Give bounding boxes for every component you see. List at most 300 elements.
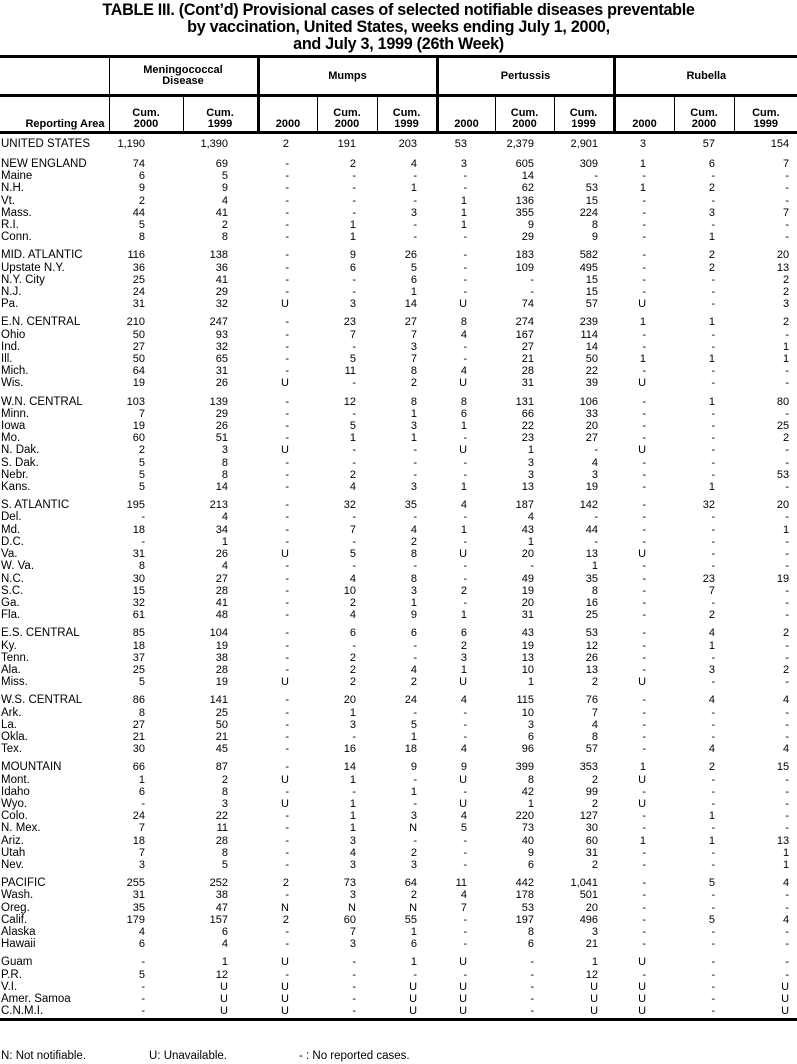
value-cell: 4	[138, 925, 145, 938]
value-cell: 6	[349, 627, 356, 640]
value-cell: 7	[591, 706, 599, 719]
reporting-area-cell: La.	[1, 718, 17, 731]
value-cell: 6	[138, 170, 145, 183]
value-cell: -	[285, 938, 289, 951]
value-cell: 5	[138, 481, 145, 494]
table-row	[0, 707, 797, 719]
value-cell: 2	[349, 468, 356, 481]
value-cell: 1	[639, 353, 647, 366]
column-header: Cum. 1999	[377, 96, 437, 133]
value-cell: -	[141, 980, 145, 993]
value-cell: 1	[639, 834, 647, 847]
table-row	[0, 353, 797, 365]
value-cell: -	[642, 219, 647, 232]
value-cell: -	[642, 968, 647, 981]
value-cell: -	[711, 548, 716, 561]
value-cell: 4	[782, 913, 790, 926]
value-cell: -	[642, 206, 647, 219]
value-cell: 2	[460, 639, 468, 652]
table-row	[0, 286, 797, 298]
value-cell: 9	[527, 846, 535, 859]
value-cell: -	[463, 834, 468, 847]
value-cell: 442	[515, 877, 535, 890]
value-cell: 2	[282, 913, 289, 926]
value-cell: -	[352, 730, 356, 743]
value-cell: -	[711, 718, 716, 731]
value-cell: -	[109, 1005, 183, 1020]
title-line-2: by vaccination, United States, weeks ending July 1, 2000,	[187, 17, 610, 36]
reporting-area-cell: E.N. CENTRAL	[1, 316, 81, 329]
value-cell: -	[711, 797, 716, 810]
value-cell: 3	[410, 858, 418, 871]
value-cell: -	[413, 560, 418, 573]
value-cell: 57	[702, 137, 716, 150]
value-cell: -	[530, 968, 535, 981]
value-cell: 501	[579, 889, 599, 902]
group-pertussis: Pertussis	[437, 57, 614, 96]
value-cell: 18	[132, 834, 145, 847]
value-cell: 6	[138, 785, 145, 798]
value-cell: -	[285, 535, 289, 548]
value-cell: -	[141, 535, 145, 548]
value-cell: 20	[585, 420, 599, 433]
value-cell: -	[642, 810, 647, 823]
reporting-area-cell: Wyo.	[1, 797, 28, 810]
value-cell: 2	[782, 273, 790, 286]
table-row	[0, 871, 797, 889]
value-cell: 21	[585, 938, 599, 951]
value-cell: 6	[460, 407, 468, 420]
value-cell: 8	[591, 584, 599, 597]
column-header: 2000	[437, 96, 495, 133]
value-cell: 27	[521, 340, 535, 353]
value-cell: -	[463, 925, 468, 938]
value-cell: -	[530, 286, 535, 299]
value-cell: 4	[221, 511, 228, 524]
value-cell: U	[638, 298, 647, 311]
value-cell: -	[463, 231, 468, 244]
reporting-area-cell: MID. ATLANTIC	[1, 249, 83, 262]
value-cell: 496	[579, 913, 599, 926]
reporting-area-cell: W.S. CENTRAL	[1, 694, 83, 707]
table-row	[0, 457, 797, 469]
reporting-area-cell: Kans.	[1, 481, 31, 494]
value-cell: -	[642, 730, 647, 743]
table-row	[0, 786, 797, 798]
value-cell: 4	[460, 365, 468, 378]
table-row	[0, 609, 797, 621]
value-cell: 41	[215, 596, 228, 609]
value-cell: 24	[404, 694, 418, 707]
value-cell: 9	[221, 182, 228, 195]
reporting-area-cell: Fla.	[1, 609, 21, 622]
value-cell: 29	[215, 407, 228, 420]
value-cell: -	[642, 286, 647, 299]
value-cell: 1	[410, 182, 418, 195]
value-cell: 5	[708, 913, 716, 926]
value-cell: 73	[343, 877, 356, 890]
value-cell: 8	[410, 365, 418, 378]
value-cell: 5	[138, 219, 145, 232]
table-title	[20, 0, 777, 52]
value-cell: 28	[521, 365, 535, 378]
value-cell: 4	[221, 560, 228, 573]
value-cell: -	[141, 511, 145, 524]
reporting-area-cell: S. ATLANTIC	[1, 499, 70, 512]
value-cell: -	[463, 718, 468, 731]
value-cell: 15	[132, 584, 145, 597]
value-cell: -	[495, 1005, 554, 1020]
value-cell: -	[785, 596, 790, 609]
value-cell: U	[590, 980, 599, 993]
value-cell: 20	[776, 499, 790, 512]
value-cell: -	[285, 407, 289, 420]
value-cell: U	[281, 548, 289, 561]
value-cell: 1	[460, 663, 468, 676]
table-row	[0, 560, 797, 572]
value-cell: -	[642, 511, 647, 524]
value-cell: -	[642, 572, 647, 585]
value-cell: 1	[639, 316, 647, 329]
value-cell: 255	[126, 877, 145, 890]
reporting-area-cell: Colo.	[1, 810, 28, 823]
value-cell: -	[352, 340, 356, 353]
value-cell: 31	[132, 548, 145, 561]
value-cell: 2	[349, 596, 356, 609]
value-cell: -	[785, 968, 790, 981]
value-cell: 76	[585, 694, 599, 707]
value-cell: 32	[343, 499, 356, 512]
value-cell: -	[285, 572, 289, 585]
value-cell: U	[281, 993, 289, 1005]
value-cell: U	[281, 797, 289, 810]
value-cell: 191	[337, 137, 356, 150]
value-cell: -	[285, 511, 289, 524]
value-cell: -	[285, 560, 289, 573]
value-cell: U	[459, 298, 468, 311]
value-cell: -	[594, 535, 599, 548]
value-cell: 4	[460, 694, 468, 707]
value-cell: 8	[221, 231, 228, 244]
value-cell: 2	[282, 137, 289, 150]
value-cell: 3	[410, 206, 418, 219]
table-row	[0, 310, 797, 328]
table-row	[0, 731, 797, 743]
value-cell: -	[711, 596, 716, 609]
value-cell: -	[463, 535, 468, 548]
value-cell: 14	[215, 481, 228, 494]
value-cell: 5	[138, 676, 145, 689]
value-cell: -	[711, 468, 716, 481]
table-row	[0, 231, 797, 243]
value-cell: 2	[138, 194, 145, 207]
value-cell: 3	[410, 481, 418, 494]
reporting-area-cell: P.R.	[1, 968, 22, 981]
value-cell: -	[642, 663, 647, 676]
value-cell: -	[785, 481, 790, 494]
value-cell: -	[352, 444, 356, 457]
value-cell: 1	[410, 286, 418, 299]
value-cell: 35	[404, 499, 418, 512]
value-cell: 26	[215, 548, 228, 561]
table-row	[0, 755, 797, 773]
value-cell: 12	[343, 395, 356, 408]
value-cell: 93	[215, 328, 228, 341]
value-cell: 7	[782, 158, 790, 170]
table-row	[0, 341, 797, 353]
value-cell: -	[711, 535, 716, 548]
value-cell: 60	[343, 913, 356, 926]
value-cell: 13	[585, 663, 599, 676]
value-cell: 19	[521, 584, 535, 597]
value-cell: 605	[515, 158, 535, 170]
value-cell: 28	[215, 834, 228, 847]
value-cell: -	[785, 609, 790, 622]
value-cell: -	[352, 194, 356, 207]
value-cell: 3	[349, 834, 356, 847]
value-cell: -	[642, 407, 647, 420]
value-cell: 3	[349, 718, 356, 731]
value-cell: -	[463, 249, 468, 262]
value-cell: 19	[585, 481, 599, 494]
table-row	[0, 981, 797, 993]
group-meningococcal: Meningococcal Disease	[109, 57, 258, 96]
value-cell: -	[352, 785, 356, 798]
value-cell: 3	[410, 584, 418, 597]
value-cell: 154	[770, 137, 790, 150]
value-cell: 28	[215, 663, 228, 676]
value-cell: -	[463, 456, 468, 469]
value-cell: 9	[349, 249, 356, 262]
value-cell: -	[642, 499, 647, 512]
value-cell: -	[785, 810, 790, 823]
value-cell: 2	[591, 858, 599, 871]
value-cell: 1	[708, 231, 716, 244]
value-cell: -	[352, 182, 356, 195]
table-row	[0, 170, 797, 182]
value-cell: -	[285, 420, 289, 433]
value-cell: -	[711, 286, 716, 299]
value-cell: -	[413, 444, 418, 457]
value-cell: 3	[349, 858, 356, 871]
value-cell: U	[281, 773, 289, 786]
value-cell: -	[594, 444, 599, 457]
value-cell: -	[785, 718, 790, 731]
value-cell: -	[285, 743, 289, 756]
value-cell: 8	[527, 925, 535, 938]
value-cell: 14	[343, 761, 356, 774]
value-cell: -	[785, 511, 790, 524]
value-cell: 24	[132, 286, 145, 299]
reporting-area-cell: Guam	[1, 956, 33, 969]
value-cell: 1	[708, 395, 716, 408]
value-cell: U	[459, 773, 468, 786]
value-cell: -	[642, 718, 647, 731]
table-row	[0, 481, 797, 493]
value-cell: -	[285, 249, 289, 262]
value-cell: 5	[349, 420, 356, 433]
value-cell: 2	[410, 535, 418, 548]
value-cell: U	[781, 993, 790, 1005]
table-row	[0, 390, 797, 408]
reporting-area-cell: S. Dak.	[1, 456, 39, 469]
value-cell: 1	[221, 956, 228, 969]
value-cell: -	[642, 584, 647, 597]
value-cell: 13	[776, 834, 790, 847]
value-cell: 309	[579, 158, 599, 170]
value-cell: -	[711, 219, 716, 232]
value-cell: 18	[404, 743, 418, 756]
value-cell: 1	[708, 639, 716, 652]
reporting-area-cell: Ala.	[1, 663, 21, 676]
value-cell: -	[463, 182, 468, 195]
value-cell: U	[459, 548, 468, 561]
value-cell: 29	[521, 231, 535, 244]
value-cell: 24	[132, 810, 145, 823]
value-cell: -	[352, 968, 356, 981]
value-cell: 3	[349, 298, 356, 311]
value-cell: 62	[521, 182, 535, 195]
value-cell: 6	[460, 627, 468, 640]
value-cell: N	[348, 901, 356, 914]
value-cell: 2	[782, 286, 790, 299]
value-cell: 64	[404, 877, 418, 890]
value-cell: U	[638, 993, 647, 1005]
reporting-area-cell: Ariz.	[1, 834, 24, 847]
reporting-area-cell: Utah	[1, 846, 26, 859]
value-cell: 60	[132, 432, 145, 445]
value-cell: U	[409, 993, 418, 1005]
value-cell: 1	[410, 925, 418, 938]
value-cell: 31	[215, 365, 228, 378]
value-cell: -	[413, 511, 418, 524]
table-row	[0, 573, 797, 585]
value-cell: -	[711, 365, 716, 378]
table-row	[0, 536, 797, 548]
value-cell: -	[317, 1005, 377, 1020]
value-cell: 53	[521, 901, 535, 914]
value-cell: U	[459, 797, 468, 810]
value-cell: 1	[708, 353, 716, 366]
value-cell: -	[285, 395, 289, 408]
value-cell: -	[642, 432, 647, 445]
value-cell: 1	[708, 834, 716, 847]
reporting-area-cell: R.I.	[1, 219, 19, 232]
value-cell: 9	[460, 761, 468, 774]
value-cell: U	[437, 1005, 495, 1020]
value-cell: 3	[410, 810, 418, 823]
value-cell: U	[638, 956, 647, 969]
value-cell: -	[642, 468, 647, 481]
value-cell: -	[711, 938, 716, 951]
group-mumps: Mumps	[258, 57, 437, 96]
value-cell: 18	[132, 523, 145, 536]
table-row	[0, 420, 797, 432]
value-cell: 2,901	[570, 137, 599, 150]
value-cell: -	[285, 340, 289, 353]
value-cell: 33	[585, 407, 599, 420]
value-cell: 5	[460, 822, 468, 835]
value-cell: 13	[521, 651, 535, 664]
value-cell: 3	[410, 340, 418, 353]
value-cell: -	[413, 651, 418, 664]
value-cell: 3	[410, 420, 418, 433]
reporting-area-cell: Ohio	[1, 328, 26, 341]
value-cell: -	[413, 773, 418, 786]
value-cell: 136	[515, 194, 535, 207]
value-cell: 4	[460, 499, 468, 512]
value-cell: -	[642, 535, 647, 548]
value-cell: 1	[639, 158, 647, 170]
value-cell: -	[463, 846, 468, 859]
value-cell: 1	[460, 420, 468, 433]
value-cell: 20	[585, 901, 599, 914]
value-cell: 60	[585, 834, 599, 847]
value-cell: 27	[132, 718, 145, 731]
value-cell: 1	[349, 219, 356, 232]
value-cell: -	[642, 877, 647, 890]
value-cell: 210	[126, 316, 145, 329]
value-cell: 50	[132, 328, 145, 341]
value-cell: 1	[527, 797, 535, 810]
value-cell: 7	[349, 523, 356, 536]
value-cell: 2	[138, 444, 145, 457]
value-cell: -	[711, 377, 716, 390]
value-cell: 103	[126, 395, 145, 408]
value-cell: -	[463, 286, 468, 299]
value-cell: 14	[585, 340, 599, 353]
value-cell: 203	[398, 137, 418, 150]
value-cell: -	[285, 261, 289, 274]
value-cell: 1	[591, 956, 599, 969]
value-cell: -	[285, 353, 289, 366]
value-cell: 399	[515, 761, 535, 774]
table-row	[0, 182, 797, 194]
value-cell: U	[459, 956, 468, 969]
value-cell: -	[285, 889, 289, 902]
table-row	[0, 585, 797, 597]
value-cell: -	[463, 261, 468, 274]
value-cell: 1	[527, 444, 535, 457]
value-cell: 37	[132, 651, 145, 664]
value-cell: -	[642, 639, 647, 652]
value-cell: 36	[215, 261, 228, 274]
value-cell: -	[711, 901, 716, 914]
value-cell: -	[463, 913, 468, 926]
value-cell: 23	[702, 572, 716, 585]
table-row	[0, 469, 797, 481]
value-cell: 104	[209, 627, 228, 640]
value-cell: 1	[349, 706, 356, 719]
value-cell: 64	[132, 365, 145, 378]
value-cell: 3	[591, 925, 599, 938]
value-cell: -	[530, 956, 535, 969]
value-cell: 2	[349, 663, 356, 676]
value-cell: 49	[521, 572, 535, 585]
value-cell: 5	[349, 353, 356, 366]
disease-table	[0, 55, 797, 1021]
value-cell: 25	[132, 273, 145, 286]
value-cell: 7	[708, 584, 716, 597]
value-cell: -	[711, 889, 716, 902]
value-cell: -	[711, 956, 716, 969]
reporting-area-cell: Calif.	[1, 913, 28, 926]
value-cell: 1	[410, 730, 418, 743]
value-cell: 2	[782, 627, 790, 640]
value-cell: -	[530, 273, 535, 286]
value-cell: 4	[410, 158, 418, 170]
value-cell: 47	[215, 901, 228, 914]
